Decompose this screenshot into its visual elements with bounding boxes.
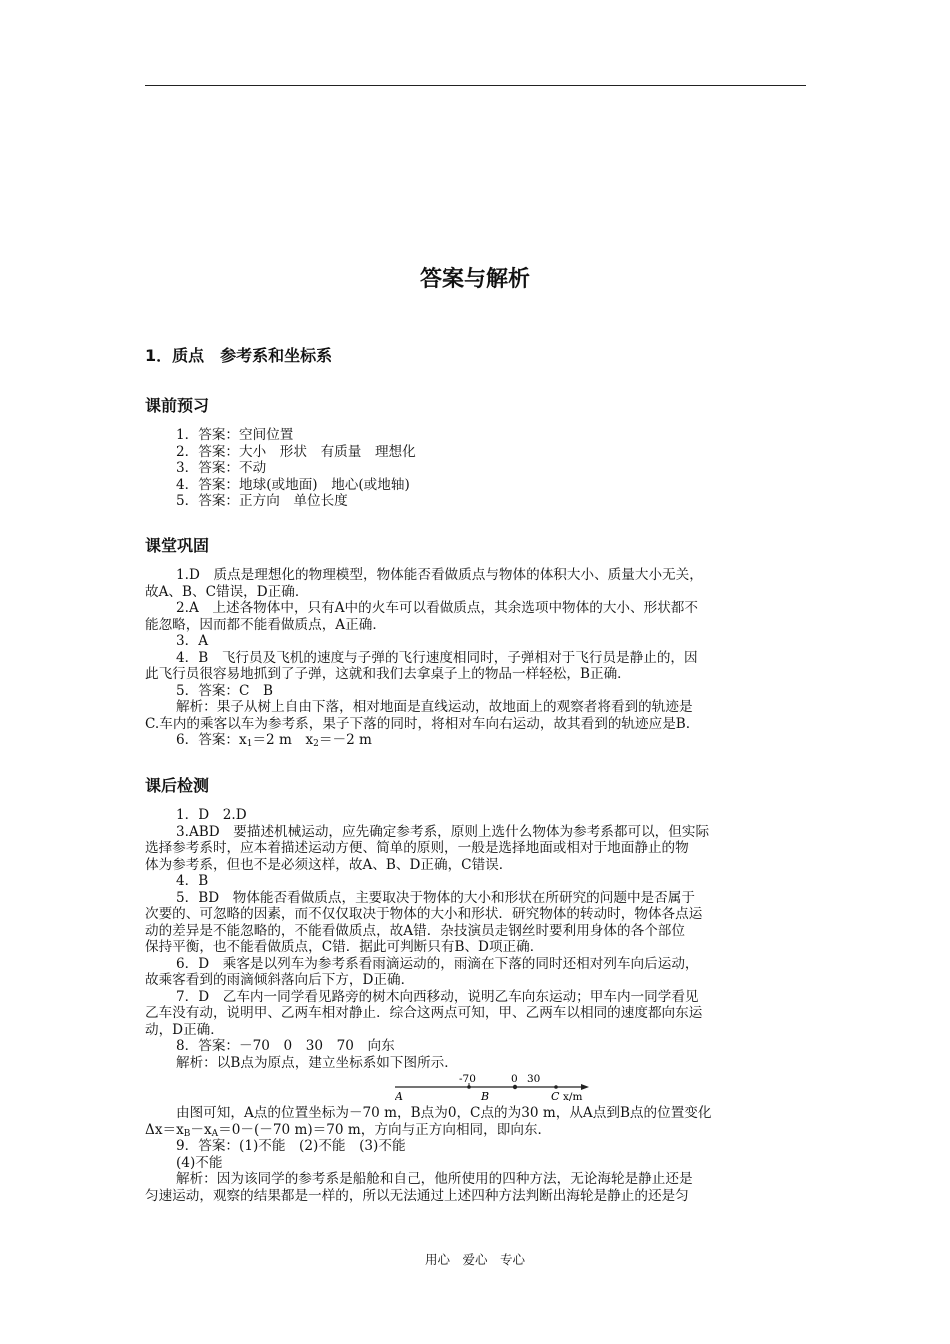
preview-line: 3．答案：不动 [176, 460, 267, 476]
answer-line: 8．答案：－70 0 30 70 向东 [176, 1038, 395, 1054]
answer-line: 动的差异是不能忽略的，不能看做质点，故A错．杂技演员走钢丝时要利用身体的各个部位 [145, 922, 685, 939]
answer-line: 保持平衡，也不能看做质点，C错．据此可判断只有B、D项正确． [145, 939, 544, 955]
answer-line: 1.D 质点是理想化的物理模型，物体能否看做质点与物体的体积大小、质量大小无关， [176, 567, 703, 583]
answer-line: 选择参考系时，应本着描述运动方便、简单的原则，一般是选择地面或相对于地面静止的物 [145, 840, 689, 856]
point-label-a: A [395, 1090, 403, 1101]
answer-line: 3．A [176, 633, 209, 649]
axis-arrow [581, 1084, 589, 1090]
answer-line: 3.ABD 要描述机械运动，应先确定参考系，原则上选什么物体为参考系都可以，但实际 [176, 823, 710, 840]
answer-line: 故乘客看到的雨滴倾斜落向后下方，D正确． [145, 972, 415, 988]
page-footer: 用心 爱心 专心 [424, 1252, 525, 1267]
header-rule [145, 85, 806, 86]
tick-label-0: 0 [511, 1073, 518, 1085]
point-label-c: C [551, 1090, 560, 1101]
point-label-b: B [481, 1090, 490, 1101]
answer-line: 解析：果子从树上自由下落，相对地面是直线运动，故地面上的观察者将看到的轨迹是 [176, 699, 693, 715]
coordinate-axis-figure [395, 1073, 595, 1101]
answer-line: 6．答案：$x_1=2$ m $x_2=-2$ m [176, 732, 372, 749]
point-b [513, 1085, 517, 1089]
tick-label-neg70: -70 [459, 1073, 476, 1085]
point-a [467, 1085, 471, 1089]
preview-heading: 课前预习 [145, 396, 210, 415]
answer-line: 体为参考系，但也不是必须这样，故A、B、D正确，C错误． [145, 856, 513, 873]
answer-line: 5．BD 物体能否看做质点，主要取决于物体的大小和形状在所研究的问题中是否属于 [176, 889, 695, 906]
answer-line: (4)不能 [176, 1154, 223, 1171]
answer-line: $\Delta x=x_B-x_A=0-(-70$ m)＝70 m，方向与正方向相同，即向东． [145, 1121, 552, 1139]
answer-line: 5．答案：C B [176, 682, 274, 699]
answer-line: 1．D 2.D [176, 807, 247, 823]
answer-line: 能忽略，因而都不能看做质点，A正确． [145, 616, 386, 633]
preview-line: 4．答案：地球(或地面) 地心(或地轴) [176, 476, 410, 493]
consolidate-heading: 课堂巩固 [145, 536, 210, 555]
answer-line: 乙车没有动，说明甲、乙两车相对静止．综合这两点可知，甲、乙两车以相同的速度都向东运 [145, 1005, 703, 1021]
preview-line: 1．答案：空间位置 [176, 427, 294, 443]
point-c [554, 1085, 558, 1089]
review-heading: 课后检测 [145, 776, 210, 795]
answer-line: C.车内的乘客以车为参考系，果子下落的同时，将相对车向右运动，故其看到的轨迹应是B. [145, 715, 691, 732]
preview-line: 2．答案：大小 形状 有质量 理想化 [176, 443, 416, 460]
preview-line: 5．答案：正方向 单位长度 [176, 493, 348, 509]
section-title: 1．质点 参考系和坐标系 [145, 346, 333, 365]
answer-line: 7．D 乙车内一同学看见路旁的树木向西移动，说明乙车向东运动；甲车内一同学看见 [176, 988, 699, 1005]
answer-line: 2.A 上述各物体中，只有A中的火车可以看做质点，其余选项中物体的大小、形状都不 [176, 600, 698, 616]
answer-line: 4．B [176, 873, 209, 889]
tick-label-30: 30 [527, 1073, 541, 1085]
answer-line: 故A、B、C错误，D正确． [145, 583, 309, 600]
answer-line: 此飞行员很容易地抓到了子弹，这就和我们去拿桌子上的物品一样轻松，B正确． [145, 666, 631, 682]
page-title: 答案与解析 [419, 267, 530, 292]
answer-line: 次要的、可忽略的因素，而不仅仅取决于物体的大小和形状．研究物体的转动时，物体各点运 [145, 906, 703, 922]
answer-line: 动，D正确． [145, 1021, 224, 1038]
answer-line: 9．答案：(1)不能 (2)不能 (3)不能 [176, 1138, 406, 1154]
answer-line: 由图可知，A点的位置坐标为－70 m，B点为0，C点的为30 m，从A点到B点的位置变化 [176, 1105, 712, 1121]
axis-unit-label: x/m [563, 1091, 583, 1101]
answer-line: 解析：以B点为原点，建立坐标系如下图所示． [176, 1054, 458, 1071]
answer-line: 匀速运动，观察的结果都是一样的，所以无法通过上述四种方法判断出海轮是静止的还是匀 [145, 1187, 689, 1204]
answer-line: 6．D 乘客是以列车为参考系看雨滴运动的，雨滴在下落的同时还相对列车向后运动， [176, 955, 699, 972]
answer-line: 解析：因为该同学的参考系是船舱和自己，他所使用的四种方法，无论海轮是静止还是 [176, 1171, 693, 1187]
answer-line: 4．B 飞行员及飞机的速度与子弹的飞行速度相同时，子弹相对于飞行员是静止的，因 [176, 649, 698, 666]
